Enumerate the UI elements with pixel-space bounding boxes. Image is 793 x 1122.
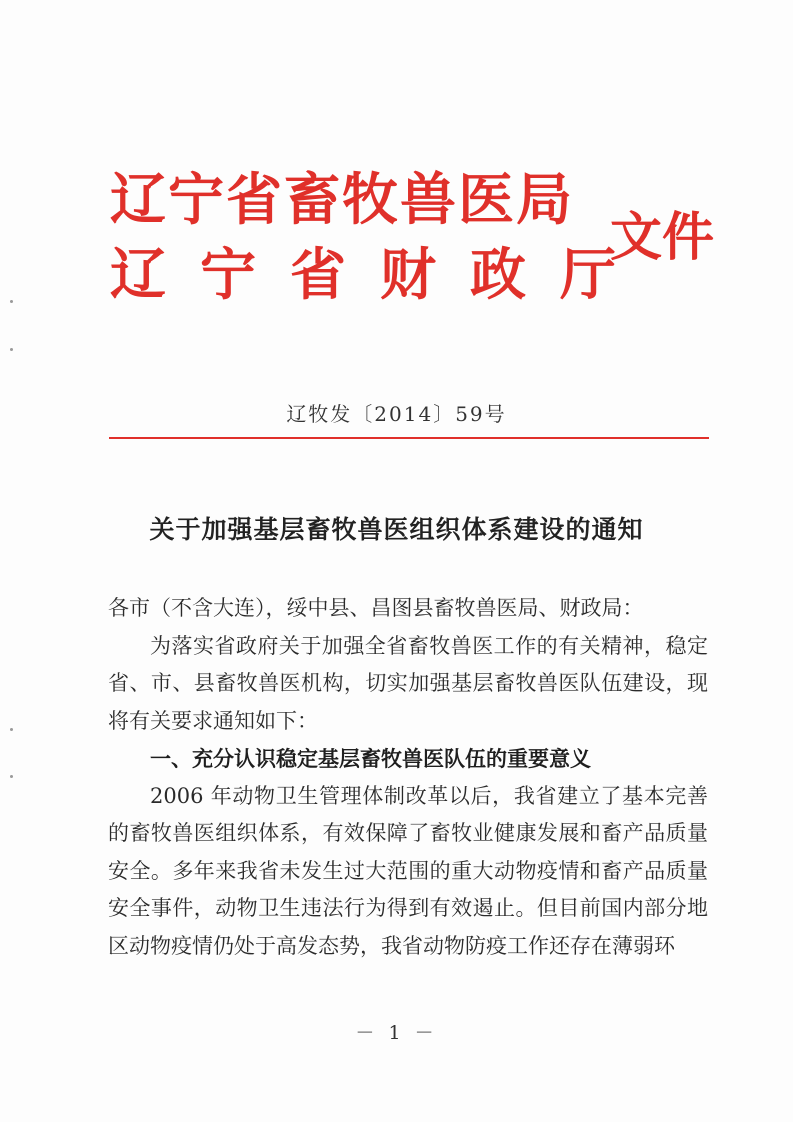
document-header	[110, 167, 730, 320]
document-body	[108, 590, 708, 965]
scan-mark	[10, 775, 13, 778]
document-type-label: 文件	[610, 207, 715, 268]
scan-mark	[10, 300, 13, 303]
scan-mark	[10, 348, 13, 351]
page-number: － 1 －	[355, 1022, 438, 1044]
issuer-name-line-1: 辽宁省畜牧兽医局	[110, 167, 574, 233]
header-divider	[109, 437, 709, 439]
document-number: 辽牧发〔2014〕59号	[286, 402, 507, 426]
salutation: 各市（不含大连），绥中县、昌图县畜牧兽医局、财政局：	[108, 596, 644, 620]
section-heading: 一、充分认识稳定基层畜牧兽医队伍的重要意义	[150, 746, 591, 771]
issuer-name-line-2: 辽宁省财政厅	[110, 242, 650, 308]
intro-paragraph: 为落实省政府关于加强全省畜牧兽医工作的有关精神，稳定省、市、县畜牧兽医机构，切实加强基层畜牧兽医队伍建设，现将有关要求通知如下：	[108, 633, 708, 733]
document-title: 关于加强基层畜牧兽医组织体系建设的通知	[149, 515, 644, 544]
section-paragraph: 2006 年动物卫生管理体制改革以后，我省建立了基本完善的畜牧兽医组织体系，有效保障了畜牧业健康发展和畜产品质量安全。多年来我省未发生过大范围的重大动物疫情和畜产品质量安全事件，动物卫生违法行为得到有效遏止。但目前国内部分地区动物疫情仍处于高发态势，我省动物防疫工作还存在薄弱环	[108, 783, 708, 958]
scan-mark	[10, 728, 13, 731]
